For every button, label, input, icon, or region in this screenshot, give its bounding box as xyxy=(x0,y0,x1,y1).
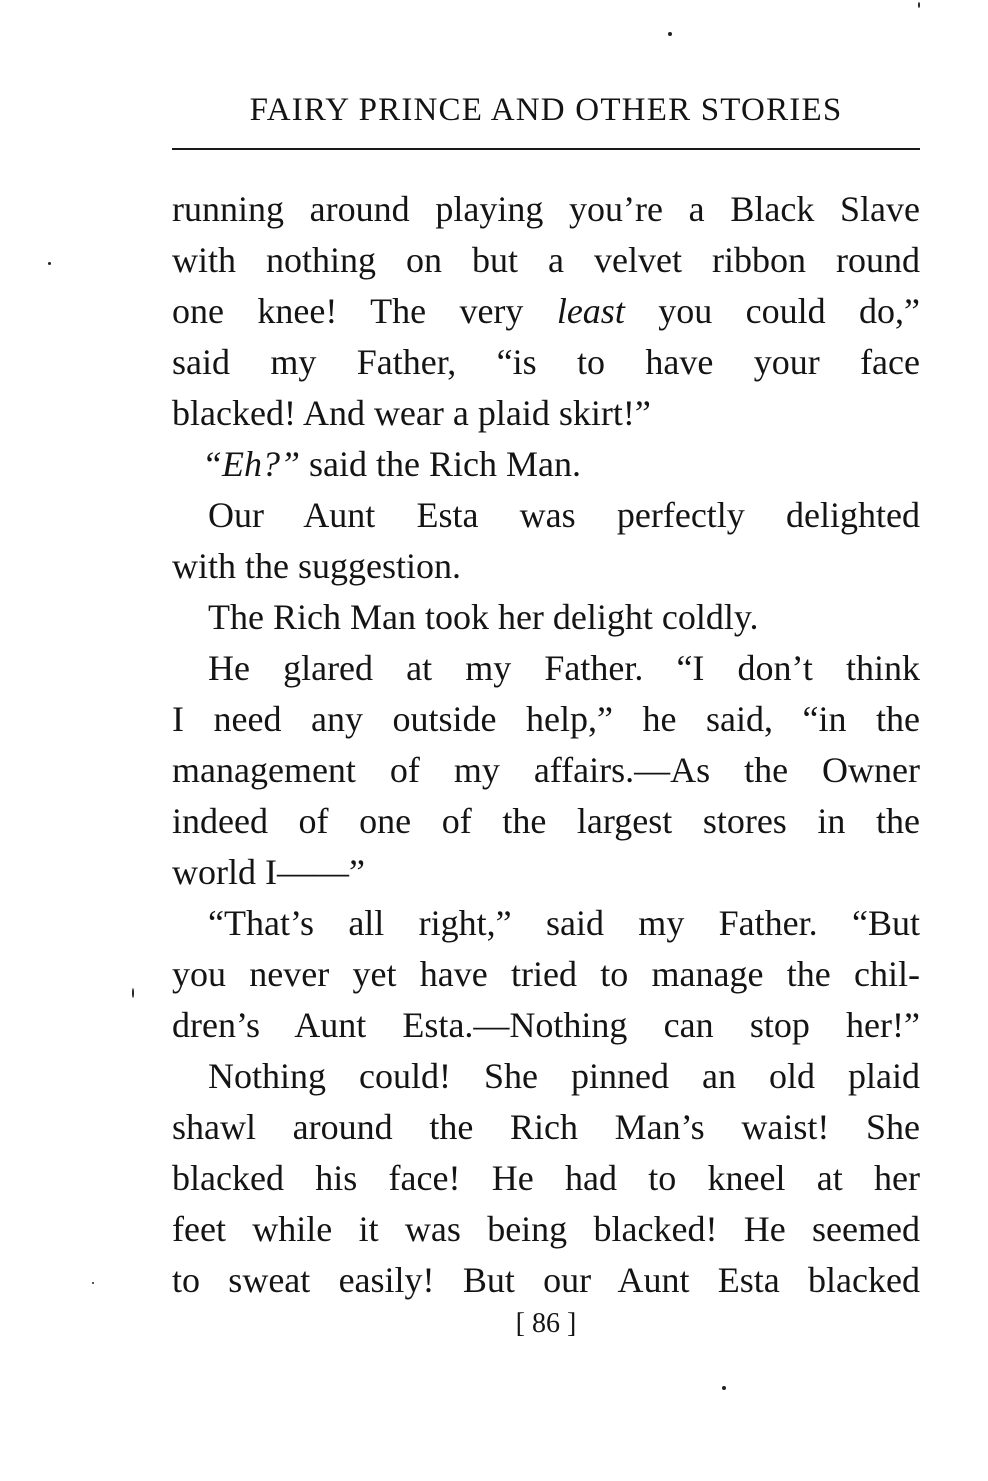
text-line: Nothing could! She pinned an old plaid xyxy=(208,1056,920,1096)
text-line: feet while it was being blacked! He seemed xyxy=(172,1209,920,1249)
body-text xyxy=(172,184,920,1306)
text-line: with nothing on but a velvet ribbon round xyxy=(172,240,920,280)
text-line: you never yet have tried to manage the chil- xyxy=(172,954,920,994)
text-line xyxy=(172,286,920,337)
text-line: “That’s all right,” said my Father. “But xyxy=(208,903,920,943)
running-head: FAIRY PRINCE AND OTHER STORIES xyxy=(249,92,843,128)
text-line: Our Aunt Esta was perfectly delighted xyxy=(208,495,920,535)
text-line: world I——” xyxy=(172,852,365,892)
print-speck xyxy=(668,32,672,36)
print-speck xyxy=(722,1386,726,1390)
text-line: management of my affairs.—As the Owner xyxy=(172,750,920,790)
text-line: dren’s Aunt Esta.—Nothing can stop her!” xyxy=(172,1005,920,1045)
text-line: indeed of one of the largest stores in the xyxy=(172,801,920,841)
print-speck xyxy=(918,2,920,8)
print-speck xyxy=(48,262,51,265)
italic-text: “Eh?” xyxy=(202,444,301,484)
page-number: [ 86 ] xyxy=(515,1308,577,1339)
header-rule xyxy=(172,148,920,150)
text-line: running around playing you’re a Black Slave xyxy=(172,189,920,229)
text-line: shawl around the Rich Man’s waist! She xyxy=(172,1107,920,1147)
text-line: The Rich Man took her delight coldly. xyxy=(208,597,759,637)
print-speck xyxy=(92,1282,94,1284)
print-speck xyxy=(132,988,134,998)
text-segment: you could do,” xyxy=(624,291,920,331)
italic-text: least xyxy=(556,291,625,331)
text-segment: said the Rich Man. xyxy=(300,444,581,484)
text-line: with the suggestion. xyxy=(172,546,461,586)
text-line: I need any outside help,” he said, “in the xyxy=(172,699,920,739)
text-line: He glared at my Father. “I don’t think xyxy=(208,648,920,688)
text-line: blacked! And wear a plaid skirt!” xyxy=(172,393,651,433)
text-line: to sweat easily! But our Aunt Esta blacked xyxy=(172,1260,920,1300)
text-line: blacked his face! He had to kneel at her xyxy=(172,1158,920,1198)
text-line: said my Father, “is to have your face xyxy=(172,342,920,382)
text-line xyxy=(172,439,920,490)
text-segment: one knee! The very xyxy=(172,291,557,331)
